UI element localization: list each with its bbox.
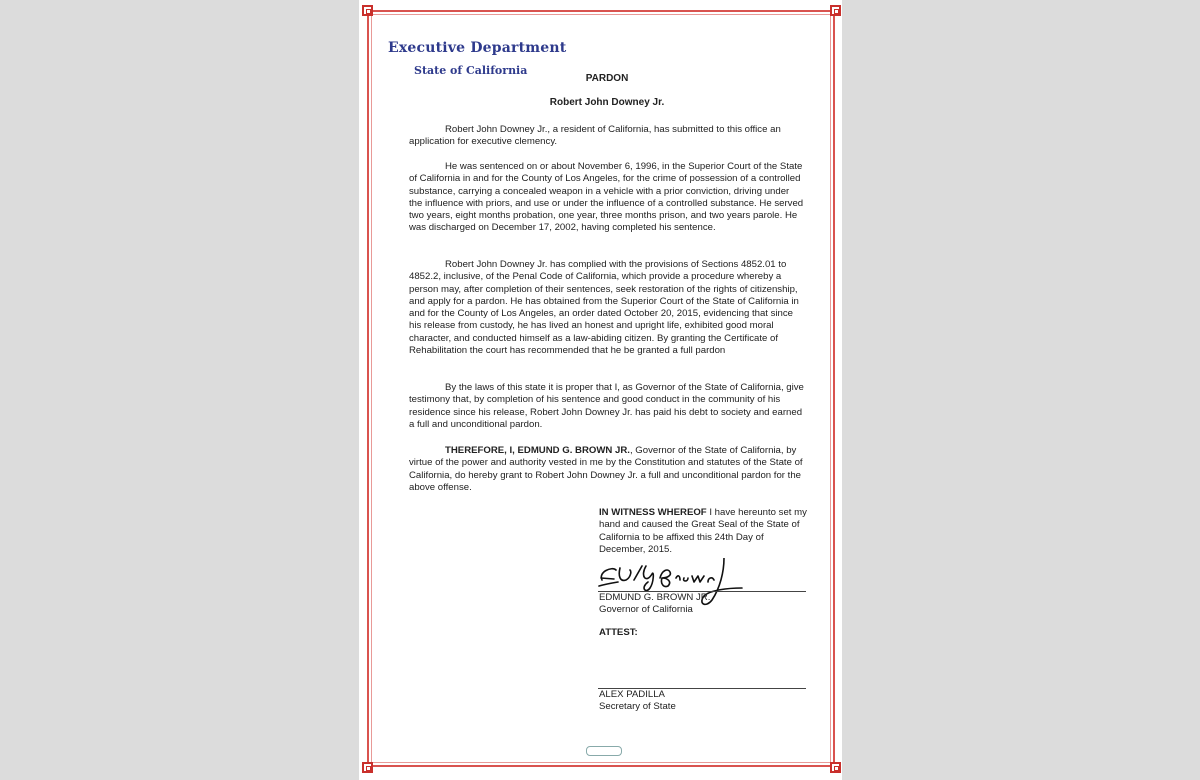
witness-lead: IN WITNESS WHEREOF <box>599 507 707 518</box>
governor-title: Governor of California <box>599 604 693 615</box>
paragraph-testimony: By the laws of this state it is proper that I, as Governor of the State of California, give testimony that, by completion of his sentence and good conduct in the community of his residence since his release, Robert John Downey Jr. has paid his debt to society and earned a full and unconditional pardon. <box>409 382 804 430</box>
witness-clause: IN WITNESS WHEREOF I have hereunto set my hand and caused the Great Seal of the State of California to be affixed this 24th Day of December, 2015. <box>599 507 807 555</box>
seal-mark <box>586 746 622 756</box>
border-corner-ornament <box>830 762 841 773</box>
attest-label: ATTEST: <box>599 627 638 638</box>
pardon-subject: Robert John Downey Jr. <box>549 97 665 108</box>
secretary-name: ALEX PADILLA <box>599 689 665 700</box>
border-corner-ornament <box>830 5 841 16</box>
border-corner-ornament <box>362 762 373 773</box>
paragraph-rehabilitation: Robert John Downey Jr. has complied with the provisions of Sections 4852.01 to 4852.2, inclusive, of the Penal Code of California, which provide a procedure whereby a person may, after completion of their sentences, seek restoration of the rights of citizenship, and apply for a pardon. He has obtained from the Superior Court of the State of California in and for the County of Los Angeles, an order dated October 20, 2015, evidencing that since his release from custody, he has lived an honest and upright life, exhibited good moral character, and conducted himself as a law-abiding citizen. By granting the Certificate of Rehabilitation the court has recommended that he be granted a full pardon <box>409 259 799 357</box>
secretary-title: Secretary of State <box>599 701 676 712</box>
governor-name: EDMUND G. BROWN JR. <box>599 592 711 603</box>
paragraph-therefore: THEREFORE, I, EDMUND G. BROWN JR., Governor of the State of California, by virtue of the power and authority vested in me by the Constitution and statutes of the State of California, do hereby grant to Robert John Downey Jr. a full and unconditional pardon for the above offense. <box>409 445 803 493</box>
state-of-california-heading: State of California <box>414 64 528 77</box>
paragraph-sentence: He was sentenced on or about November 6, 1996, in the Superior Court of the State of California in and for the County of Los Angeles, for the crime of possession of a controlled substance, carrying a concealed weapon in a vehicle with a prior conviction, driving under the influence with priors, and use or under the influence of a controlled substance. He served two years, eight months probation, one year, three months prison, and two years parole. He was discharged on December 17, 2002, having completed his sentence. <box>409 161 804 234</box>
therefore-lead: THEREFORE, I, EDMUND G. BROWN JR. <box>445 445 630 456</box>
border-corner-ornament <box>362 5 373 16</box>
paragraph-application: Robert John Downey Jr., a resident of California, has submitted to this office an application for executive clemency. <box>409 124 781 148</box>
executive-department-heading: Executive Department <box>388 40 567 56</box>
document-title: PARDON <box>585 73 629 84</box>
